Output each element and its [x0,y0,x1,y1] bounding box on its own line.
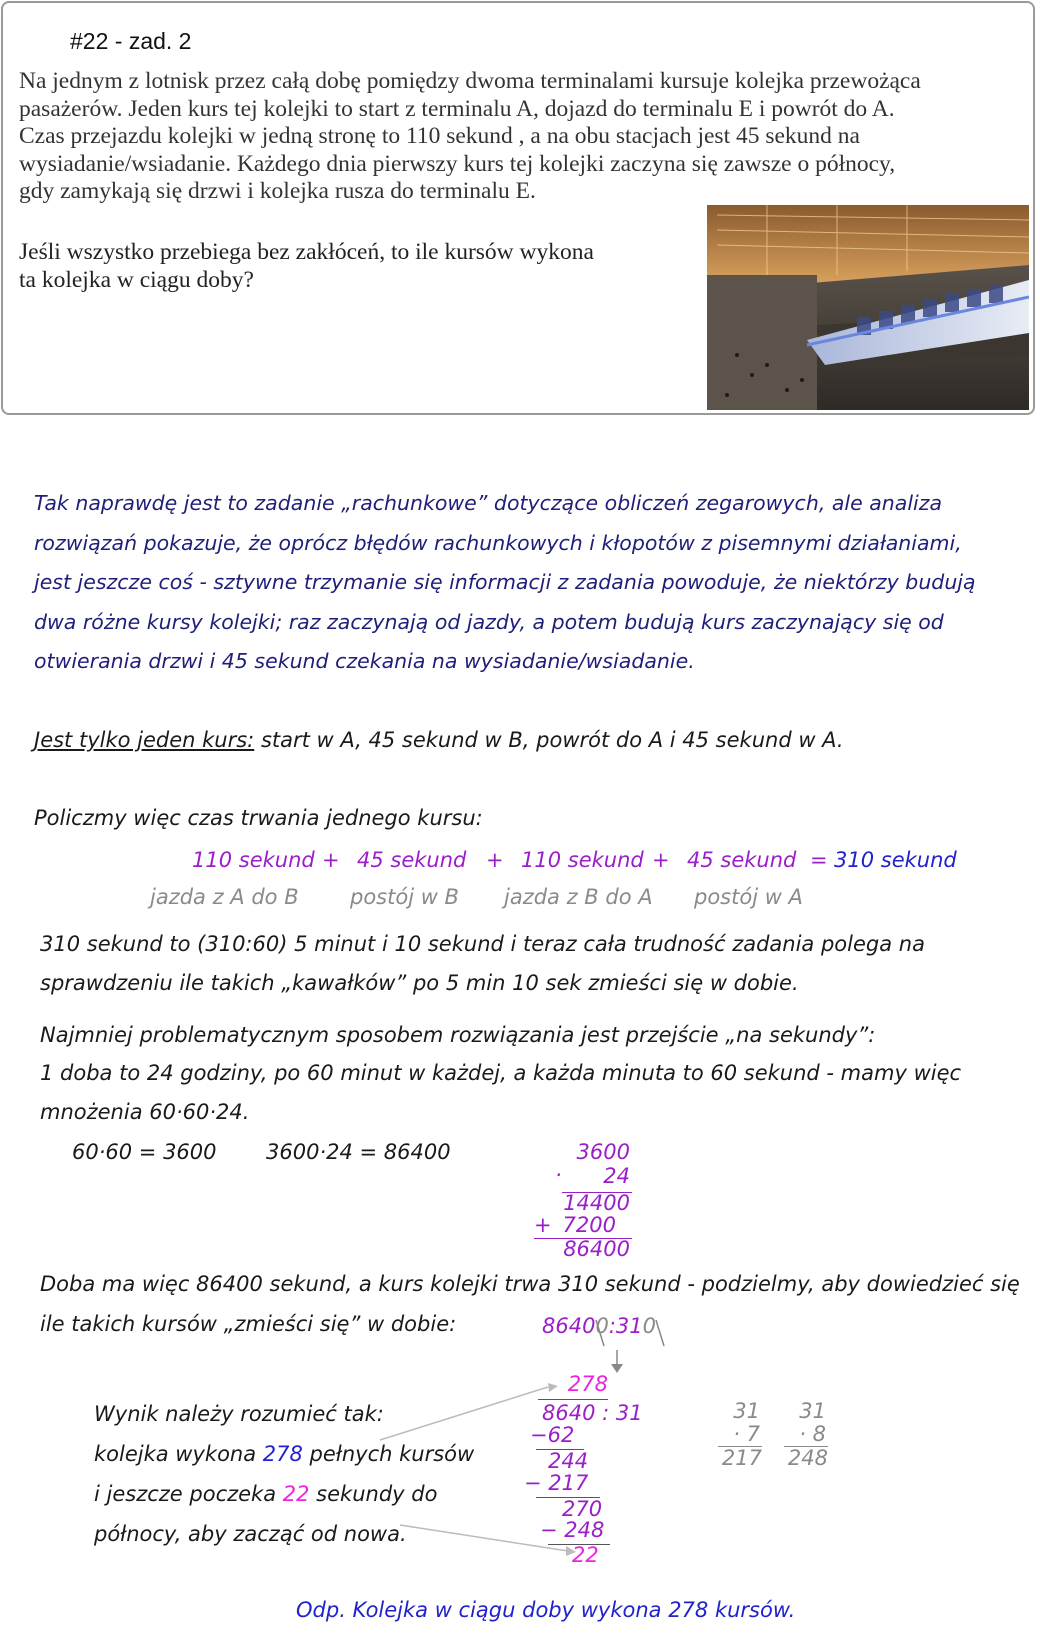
wynik-text: kolejka wykona [94,1442,263,1466]
wynik-courses-number: 278 [262,1442,303,1466]
answer: Odp. Kolejka w ciągu doby wykona 278 kursów. [296,1598,796,1622]
wynik-line-1: Wynik należy rozumieć tak: [94,1402,384,1426]
wynik-seconds-number: 22 [282,1482,310,1506]
task-line: wysiadanie/wsiadanie. Każdego dnia pierwszy kurs tej kolejki zaczyna się zawsze o północy, [19,150,896,177]
one-course-text: start w A, 45 sekund w B, powrót do A i 45 sekund w A. [254,728,844,752]
side-r2: 248 [787,1446,828,1470]
mult-p1: 14400 [563,1191,630,1215]
side-o2: · 8 [799,1422,826,1446]
mult-res: 86400 [563,1237,630,1261]
task-line: Czas przejazdu kolejki w jedną stronę to 110 sekund , a na obu stacjach jest 45 sekund na [19,123,860,149]
task-line: Na jednym z lotnisk przez całą dobę pomiędzy dwoma terminalami kursuje kolejka przewożąca [19,68,921,94]
sum-term-4: 45 sekund [687,848,797,872]
sum-equals: = [810,848,828,872]
div-zero-crossed: 0 [595,1314,609,1338]
sum-plus-1: + [322,848,340,872]
mult-p2: 7200 [562,1213,616,1237]
task-line: gdy zamykają się drzwi i kolejka rusza do terminalu E. [19,178,536,204]
method-line: Najmniej problematycznym sposobem rozwiązania jest przejście „na sekundy”: [40,1023,876,1047]
sum-plus-2: + [486,848,504,872]
doba-line: Doba ma więc 86400 sekund, a kurs kolejki trwa 310 sekund - podzielmy, aby dowiedzieć się [40,1272,1020,1296]
sum-result: 310 sekund [834,848,957,872]
intro-line: dwa różne kursy kolejki; raz zaczynają od jazdy, a potem budują kurs zaczynający się od [34,609,944,634]
method-line: 1 doba to 24 godziny, po 60 minut w każdej, a każda minuta to 60 sekund - mamy więc [40,1061,962,1085]
intro-line: Tak naprawdę jest to zadanie „rachunkowe” dotyczące obliczeń zegarowych, ale analiza [34,491,943,515]
wynik-text: pełnych kursów [302,1442,475,1466]
wynik-line-2 [94,1442,474,1466]
expl-line: 310 sekund to (310:60) 5 minut i 10 sekund i teraz cała trudność zadania polega na [40,932,925,956]
question-line: Jeśli wszystko przebiega bez zakłóceń, to ile kursów wykona [19,239,594,265]
div-s1: −62 [530,1423,575,1447]
div-line: 8640 : 31 [542,1401,643,1425]
label-drive-a-b: jazda z A do B [150,885,299,909]
one-course-heading: Jest tylko jeden kurs: [34,728,255,752]
div-s2: − 217 [524,1471,589,1495]
intro-line: otwierania drzwi i 45 sekund czekania na wysiadanie/wsiadanie. [34,649,695,673]
sum-term-3: 110 sekund [521,848,644,872]
side-a1: 31 [733,1399,760,1423]
div-r2: 270 [562,1497,603,1521]
calc-a: 60·60 = 3600 [72,1140,217,1164]
label-stop-b: postój w B [350,885,459,909]
div-right: 31 [615,1314,643,1338]
wynik-text: i jeszcze poczeka [94,1482,283,1506]
div-r1: 244 [548,1449,589,1473]
div-zero-crossed: 0 [642,1314,657,1338]
mult-a: 3600 [576,1140,630,1164]
div-remainder: 22 [572,1543,599,1567]
task-line: pasażerów. Jeden kurs tej kolejki to start z terminalu A, dojazd do terminalu E i powrót do A. [19,95,895,122]
calc-b: 3600·24 = 86400 [266,1140,451,1164]
div-quotient: 278 [567,1372,608,1396]
mult-plus: + [534,1213,552,1237]
sum-term-1: 110 sekund [192,848,315,872]
wynik-text: sekundy do [309,1482,438,1506]
wynik-line-4: północy, aby zacząć od nowa. [94,1522,407,1546]
mult-b: 24 [603,1164,630,1188]
mult-op: · [555,1163,562,1187]
side-o1: · 7 [733,1422,760,1446]
expl-line: sprawdzeniu ile takich „kawałków” po 5 min 10 sek zmieści się w dobie. [40,971,799,995]
task-number: #22 - zad. 2 [70,28,192,54]
side-a2: 31 [799,1399,826,1423]
wynik-line-3 [94,1482,437,1506]
side-r1: 217 [721,1446,762,1470]
div-s3: − 248 [540,1518,605,1542]
div-rule-0 [538,1399,608,1400]
label-drive-b-a: jazda z B do A [504,885,653,909]
sum-term-2: 45 sekund [357,848,467,872]
doba-line: ile takich kursów „zmieści się” w dobie: [40,1312,457,1336]
sum-plus-3: + [652,848,670,872]
intro-line: jest jeszcze coś - sztywne trzymanie się informacji z zadania powoduje, że niektórzy budują [34,570,976,594]
question-line: ta kolejka w ciągu doby? [19,267,254,293]
count-line: Policzmy więc czas trwania jednego kursu: [34,806,483,830]
label-stop-a: postój w A [694,885,803,909]
div-left: 8640 [542,1314,596,1338]
intro-line: rozwiązań pokazuje, że oprócz błędów rachunkowych i kłopotów z pisemnymi działaniami, [34,530,962,555]
method-line: mnożenia 60·60·24. [40,1100,250,1124]
div-colon: : [608,1314,616,1338]
